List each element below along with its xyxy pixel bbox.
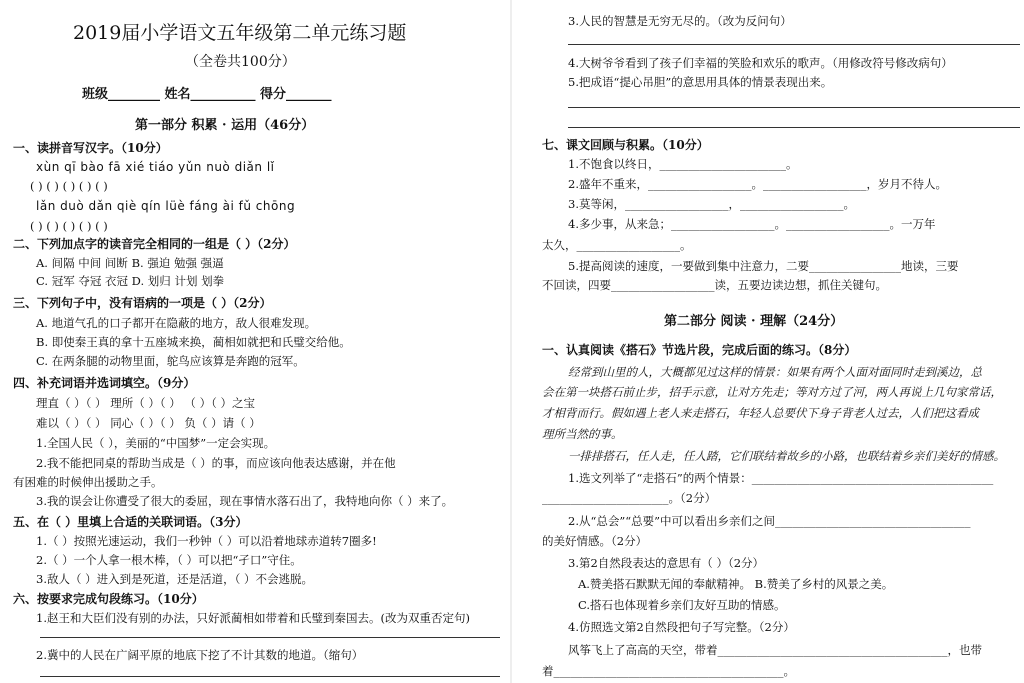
q1-blanks-row2: ( ) ( ) ( ) ( ) ( )	[30, 219, 108, 233]
q6-item-1: 1.赵王和大臣们没有别的办法，只好派蔺相如带着和氏璧到秦国去。(改为双重否定句)	[36, 611, 470, 625]
q4-sentence-2: 2.我不能把同桌的帮助当成是（ ）的事，而应该向他表达感谢，并在他	[36, 456, 396, 470]
q2-options-ab: A. 间隔 中间 间断 B. 强迫 勉强 强逼	[36, 256, 224, 270]
reading-q4-line-b: 着________________________________________。	[542, 664, 795, 678]
q7-item-3: 3.莫等闲，__________________，__________________。	[568, 197, 855, 211]
q7-item-2: 2.盛年不重来，__________________。__________________，岁月不待人。	[568, 177, 947, 191]
q7-heading: 七、课文回顾与积累。（10分）	[542, 138, 709, 152]
reading-q1-cont: ______________________。（2分）	[542, 491, 717, 505]
q3-option-c: C. 在两条腿的动物里面，鸵鸟应该算是奔跑的冠军。	[36, 354, 305, 368]
right-column	[512, 0, 1024, 683]
q5-heading: 五、在（ ）里填上合适的关联词语。（3分）	[13, 515, 248, 529]
q3-option-a: A. 地道气孔的口子都开在隐蔽的地方，敌人很难发现。	[36, 316, 317, 330]
q7-item-4: 4.多少事，从来急；__________________。__________________。一万年	[568, 217, 936, 231]
reading-q3-options-ab: A.赞美搭石默默无闻的奉献精神。 B.赞美了乡村的风景之美。	[578, 577, 894, 591]
passage-line-1: 经常到山里的人，大概都见过这样的情景：如果有两个人面对面同时走到溪边，总	[568, 365, 982, 379]
q3-option-b: B. 即使秦王真的拿十五座城来换，蔺相如就把和氏璧交给他。	[36, 335, 351, 349]
reading-q1: 1.选文列举了“走搭石”的两个情景：__________________________________________	[568, 471, 994, 485]
reading-q3: 3.第2自然段表达的意思有（ ）（2分）	[568, 556, 765, 570]
q6-answer-line-5b[interactable]	[568, 127, 1020, 128]
q4-sentence-3: 3.我的误会让你遭受了很大的委屈，现在事情水落石出了，我特地向你（ ）来了。	[36, 494, 454, 508]
q6-heading: 六、按要求完成句段练习。（10分）	[13, 592, 204, 606]
q6-item-5: 5.把成语“提心吊胆”的意思用具体的情景表现出来。	[568, 75, 833, 89]
reading-q2-cont: 的美好情感。（2分）	[542, 534, 648, 548]
q3-heading: 三、下列句子中，没有语病的一项是（ ）（2分）	[13, 296, 272, 310]
reading-q3-option-c: C.搭石也体现着乡亲们友好互助的情感。	[578, 598, 786, 612]
q6-item-2: 2.冀中的人民在广阔平原的地底下挖了不计其数的地道。（缩句）	[36, 648, 364, 662]
q7-item-5: 5.提高阅读的速度，一要做到集中注意力，二要________________地读，三要	[568, 259, 959, 273]
reading-q4-line-a: 风筝飞上了高高的天空，带着________________________________________，也带	[568, 643, 982, 657]
q7-item-1: 1.不饱食以终日，______________________。	[568, 157, 798, 171]
page-subtitle: （全卷共100分）	[185, 54, 296, 70]
q7-item-4-cont: 太久，__________________。	[542, 238, 692, 252]
q4-words-row1: 理直（ ）（ ） 理所（ ）（ ） （ ）（ ）之宝	[36, 396, 255, 410]
q6-answer-line-3[interactable]	[568, 44, 1020, 45]
q2-options-cd: C. 冠军 夺冠 衣冠 D. 划归 计划 划拳	[36, 274, 225, 288]
q6-answer-line-5a[interactable]	[568, 107, 1020, 108]
q1-pinyin-row2: lǎn duò dǎn qiè qín lüè fáng ài fǔ chōng	[36, 199, 296, 213]
passage-line-3: 才相背而行。假如遇上老人来走搭石，年轻人总要伏下身子背老人过去，人们把这看成	[542, 406, 979, 420]
q1-blanks-row1: ( ) ( ) ( ) ( ) ( )	[30, 179, 108, 193]
part1-heading: 第一部分 积累 · 运用（46分）	[135, 118, 315, 133]
q4-sentence-1: 1.全国人民（ ），美丽的“中国梦”一定会实现。	[36, 436, 276, 450]
passage-line-4: 理所当然的事。	[542, 427, 623, 441]
q6-answer-line-1[interactable]	[40, 637, 500, 638]
q4-sentence-2-cont: 有困难的时候伸出援助之手。	[13, 475, 163, 489]
reading-q2: 2.从“总会”“总要”中可以看出乡亲们之间__________________________________	[568, 514, 971, 528]
reading-q4: 4.仿照选文第2自然段把句子写完整。（2分）	[568, 620, 795, 634]
q1-pinyin-row1: xùn qī bào fā xié tiáo yǔn nuò diǎn lǐ	[36, 160, 275, 174]
student-info-line: 班级________ 姓名__________ 得分_______	[82, 87, 332, 102]
q4-words-row2: 难以（ ）（ ） 同心（ ）（ ） 负（ ）请（ ）	[36, 416, 261, 430]
passage-line-2: 会在第一块搭石前止步，招手示意，让对方先走；等对方过了河，两人再说上几句家常话，	[542, 385, 1002, 399]
page-title: 2019届小学语文五年级第二单元练习题	[73, 22, 407, 44]
q4-heading: 四、补充词语并选词填空。（9分）	[13, 376, 196, 390]
q5-item-1: 1.（ ）按照光速运动，我们一秒钟（ ）可以沿着地球赤道转7圈多!	[36, 534, 377, 548]
q1-heading: 一、读拼音写汉字。（10分）	[13, 141, 168, 155]
part2-heading: 第二部分 阅读 · 理解（24分）	[664, 314, 844, 329]
passage-line-5: 一排排搭石，任人走，任人踏，它们联结着故乡的小路，也联结着乡亲们美好的情感。	[568, 449, 1005, 463]
q6-answer-line-2[interactable]	[40, 676, 500, 677]
q5-item-3: 3.敌人（ ）进入到是死道，还是活道，（ ）不会逃脱。	[36, 572, 314, 586]
q6-item-4: 4.大树爷爷看到了孩子们幸福的笑脸和欢乐的歌声。（用修改符号修改病句）	[568, 56, 953, 70]
q7-item-5-cont: 不回读，四要__________________读，五要边读边想，抓住关键句。	[542, 278, 887, 292]
reading-heading: 一、认真阅读《搭石》节选片段，完成后面的练习。（8分）	[542, 343, 857, 357]
q6-item-3: 3.人民的智慧是无穷无尽的。（改为反问句）	[568, 14, 792, 28]
q2-heading: 二、下列加点字的读音完全相同的一组是（ ）（2分）	[13, 237, 296, 251]
q5-item-2: 2.（ ）一个人拿一根木棒，（ ）可以把“孑口”守住。	[36, 553, 302, 567]
